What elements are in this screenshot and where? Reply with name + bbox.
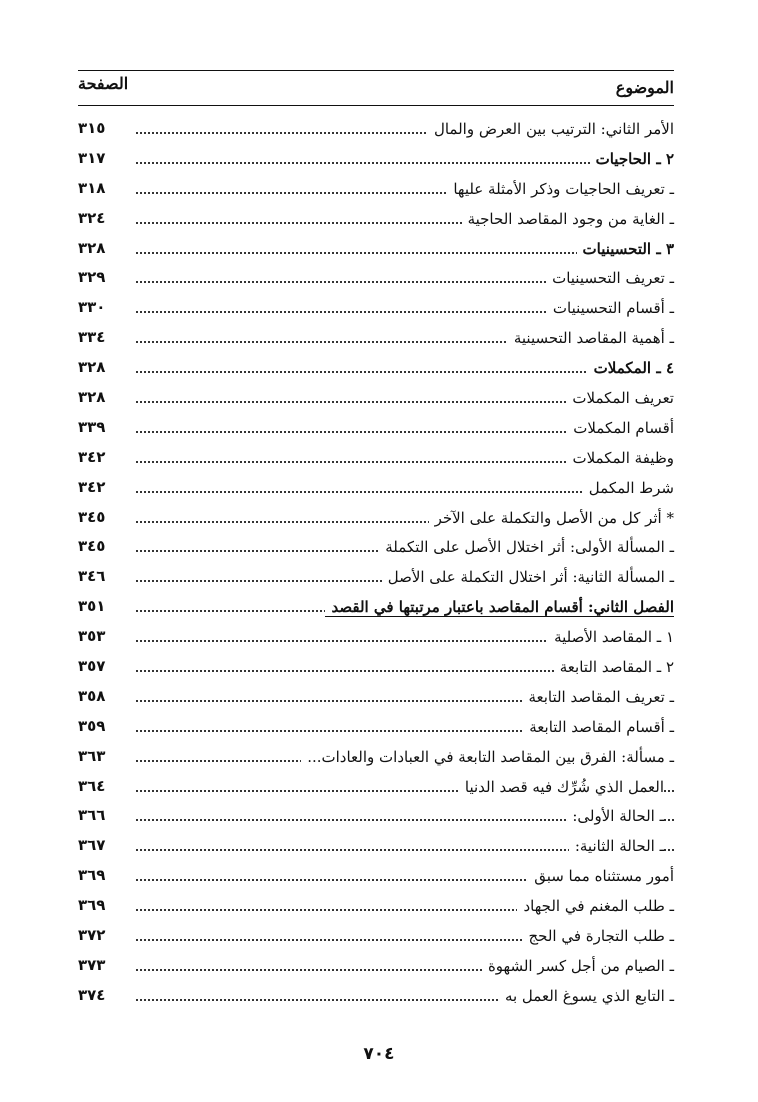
toc-entry-title: الفصل الثاني: أقسام المقاصد باعتبار مرتبتها في القصد	[325, 598, 674, 617]
toc-entry-title: ـ أهمية المقاصد التحسينية	[508, 329, 674, 347]
toc-entry	[78, 684, 674, 714]
toc-entry	[78, 445, 674, 475]
toc-entry	[78, 534, 674, 564]
toc-entry-page: ٣٥٩	[78, 716, 106, 735]
toc-entry-page: ٣٣٩	[78, 417, 106, 436]
toc-entry	[78, 714, 674, 744]
toc-entry	[78, 355, 674, 385]
toc-entry-title: ـ تعريف الحاجيات وذكر الأمثلة عليها	[447, 180, 674, 198]
toc-list	[78, 116, 674, 1013]
toc-entry-page: ٣٥١	[78, 597, 106, 616]
toc-entry-title: ـ المسألة الثانية: أثر اختلال التكملة على الأصل	[382, 568, 674, 586]
toc-entry	[78, 953, 674, 983]
toc-entry-title: العمل الذي شُرِّك فيه قصد الدنيا	[459, 778, 664, 796]
toc-entry-title: ٣ ـ التحسينيات	[577, 240, 675, 258]
toc-entry	[78, 654, 674, 684]
toc-entry	[78, 146, 674, 176]
toc-entry	[78, 923, 674, 953]
toc-entry-title: ٤ ـ المكملات	[588, 359, 674, 377]
toc-entry	[78, 116, 674, 146]
toc-entry	[78, 325, 674, 355]
toc-entry-page: ٣٤٢	[78, 477, 106, 496]
page-number: ٧٠٤	[363, 1044, 395, 1064]
toc-entry-page: ٣٧٤	[78, 985, 106, 1004]
toc-entry-page: ٣٢٨	[78, 358, 106, 377]
toc-entry	[78, 236, 674, 266]
toc-entry	[78, 176, 674, 206]
toc-entry-page: ٣٤٥	[78, 507, 106, 526]
toc-entry-title: ـ الغاية من وجود المقاصد الحاجية	[462, 210, 674, 228]
toc-header	[78, 70, 674, 106]
toc-entry	[78, 295, 674, 325]
toc-entry-title: * أثر كل من الأصل والتكملة على الآخر	[429, 509, 674, 527]
toc-entry-title: أقسام المكملات	[567, 419, 674, 437]
header-topic-label: الموضوع	[615, 78, 674, 97]
toc-entry-page: ٣٢٤	[78, 208, 106, 227]
toc-entry	[78, 983, 674, 1013]
toc-entry-page: ٣٢٩	[78, 268, 106, 287]
toc-entry-page: ٣٣٤	[78, 328, 106, 347]
toc-entry	[78, 564, 674, 594]
toc-entry-page: ٣٤٥	[78, 537, 106, 556]
toc-entry-title: ١ ـ المقاصد الأصلية	[548, 628, 674, 646]
toc-entry	[78, 863, 674, 893]
toc-entry-page: ٣٥٧	[78, 657, 106, 676]
toc-entry-page: ٣٥٣	[78, 627, 106, 646]
toc-entry-page: ٣٦٤	[78, 776, 106, 795]
toc-entry-title: ـ تعريف المقاصد التابعة	[522, 688, 674, 706]
toc-entry-page: ٣٦٦	[78, 806, 106, 825]
toc-entry	[78, 206, 674, 236]
toc-entry-page: ٣٣٠	[78, 298, 106, 317]
toc-entry-title: وظيفة المكملات	[566, 449, 674, 467]
toc-entry-title: ـ الحالة الأولى:	[566, 807, 664, 825]
toc-entry-title: ـ المسألة الأولى: أثر اختلال الأصل على التكملة	[379, 538, 674, 556]
toc-entry	[78, 624, 674, 654]
toc-entry-title: ـ التابع الذي يسوغ العمل به	[499, 987, 674, 1005]
toc-entry-page: ٣٢٨	[78, 388, 106, 407]
toc-entry-title: ـ أقسام المقاصد التابعة	[523, 718, 674, 736]
toc-entry	[78, 385, 674, 415]
toc-entry-title: ٢ ـ الحاجيات	[590, 150, 674, 168]
toc-entry	[78, 594, 674, 624]
toc-entry-title: ـ طلب المغنم في الجهاد	[517, 897, 674, 915]
toc-entry-title: ـ طلب التجارة في الحج	[523, 927, 675, 945]
toc-entry	[78, 744, 674, 774]
toc-entry	[78, 803, 674, 833]
toc-entry-page: ٣٦٩	[78, 866, 106, 885]
toc-entry	[78, 893, 674, 923]
toc-entry-title: ٢ ـ المقاصد التابعة	[554, 658, 674, 676]
toc-entry	[78, 415, 674, 445]
toc-entry-page: ٣٦٣	[78, 746, 106, 765]
toc-entry	[78, 505, 674, 535]
toc-entry-title: ـ الصيام من أجل كسر الشهوة	[482, 957, 674, 975]
toc-entry-page: ٣١٥	[78, 119, 106, 137]
toc-entry-page: ٣٦٩	[78, 896, 106, 915]
toc-entry-title: تعريف المكملات	[566, 389, 674, 407]
toc-entry-title: الأمر الثاني: الترتيب بين العرض والمال	[428, 120, 674, 138]
toc-entry-title: ـ مسألة: الفرق بين المقاصد التابعة في العبادات والعادات...	[301, 748, 674, 766]
toc-entry-page: ٣١٨	[78, 178, 106, 197]
toc-entry-title: ـ الحالة الثانية:	[569, 837, 664, 855]
toc-entry-page: ٣٧٢	[78, 926, 106, 945]
toc-entry-title: ـ تعريف التحسينيات	[546, 269, 674, 287]
toc-entry-page: ٣١٧	[78, 148, 106, 167]
toc-entry	[78, 265, 674, 295]
toc-entry-page: ٣٤٢	[78, 447, 106, 466]
header-page-label: الصفحة	[78, 74, 129, 93]
toc-entry-title: شرط المكمل	[583, 479, 674, 497]
toc-entry-page: ٣٢٨	[78, 238, 106, 257]
toc-entry-title: ـ أقسام التحسينيات	[547, 299, 674, 317]
toc-entry-page: ٣٥٨	[78, 686, 106, 705]
toc-entry	[78, 833, 674, 863]
toc-entry	[78, 475, 674, 505]
toc-entry-page: ٣٧٣	[78, 955, 106, 974]
toc-entry	[78, 774, 674, 804]
toc-entry-page: ٣٤٦	[78, 567, 106, 586]
toc-entry-title: أمور مستثناه مما سبق	[528, 867, 674, 885]
toc-entry-page: ٣٦٧	[78, 836, 106, 855]
